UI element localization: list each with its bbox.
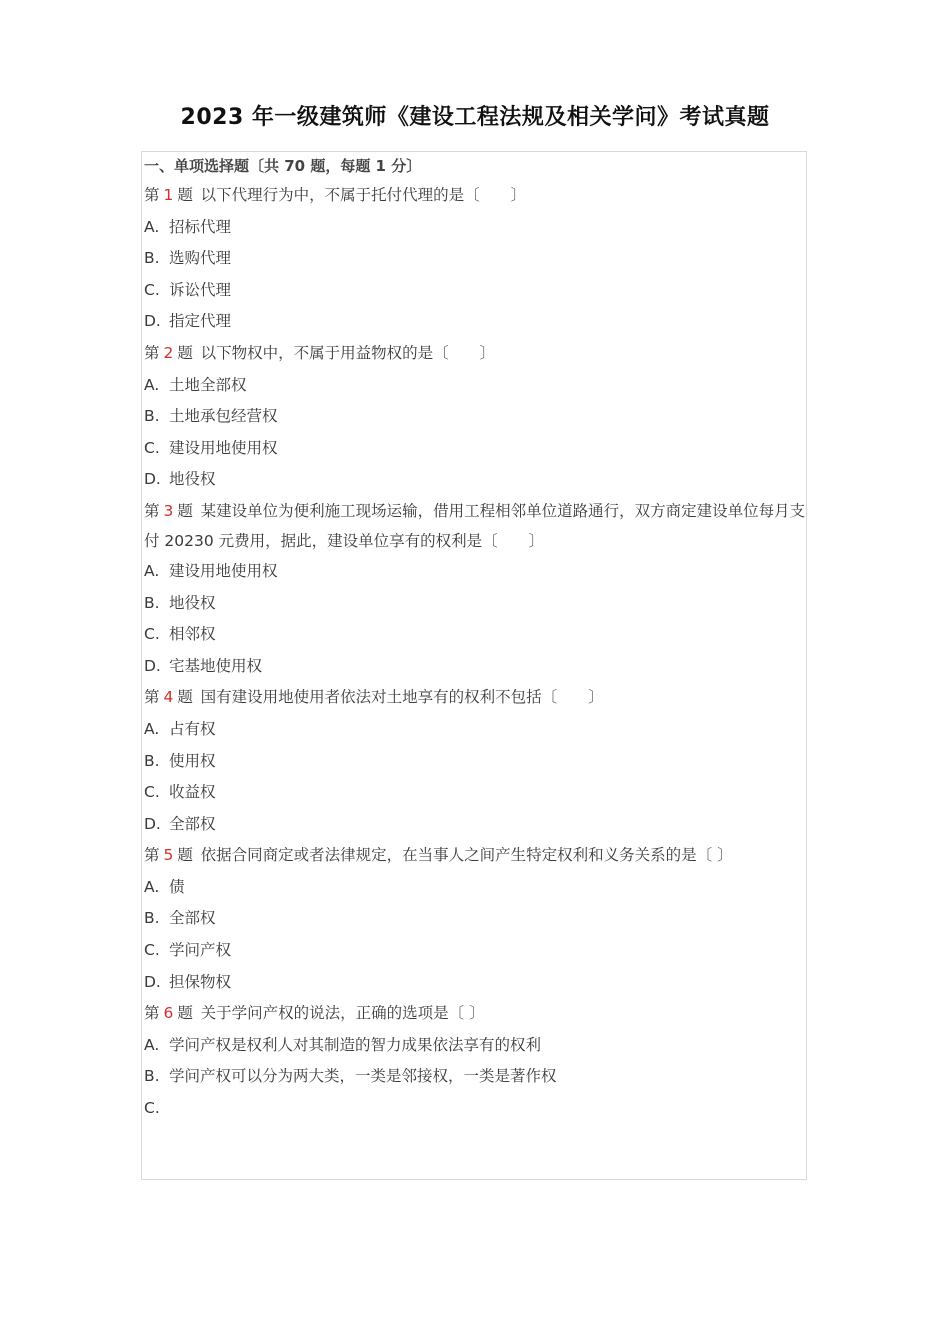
- option-text: 使用权: [169, 751, 216, 770]
- option-text: 全部权: [169, 814, 216, 833]
- question-prefix: 第: [144, 186, 160, 204]
- option-letter: C.: [144, 783, 160, 802]
- option-letter: D.: [144, 814, 161, 833]
- question-text: 国有建设用地使用者依法对土地享有的权利不包括〔 〕: [200, 688, 604, 707]
- question-prefix: 第: [144, 501, 160, 520]
- question-number: 2: [163, 343, 174, 362]
- answer-option: [144, 967, 806, 999]
- question-5: [144, 840, 806, 872]
- option-text: 选购代理: [169, 249, 232, 268]
- option-letter: B.: [144, 909, 160, 928]
- option-text: 土地全部权: [169, 375, 247, 394]
- answer-option: [144, 275, 806, 307]
- option-letter: C.: [144, 1099, 160, 1118]
- option-letter: A.: [144, 217, 160, 236]
- question-6: [144, 998, 806, 1030]
- option-letter: A.: [144, 375, 160, 394]
- option-letter: A.: [144, 561, 160, 580]
- option-text: 学问产权是权利人对其制造的智力成果依法享有的权利: [169, 1035, 542, 1054]
- question-suffix: 题: [177, 846, 193, 865]
- option-text: 占有权: [169, 719, 216, 738]
- option-text: 诉讼代理: [169, 280, 232, 299]
- question-list: [144, 152, 806, 1125]
- answer-option: [144, 714, 806, 746]
- question-suffix: 题: [177, 501, 193, 520]
- answer-option: [144, 401, 806, 433]
- answer-option: [144, 588, 806, 620]
- option-letter: B.: [144, 407, 160, 426]
- option-letter: A.: [144, 719, 160, 738]
- option-text: 土地承包经营权: [169, 407, 278, 426]
- answer-option: [144, 243, 806, 275]
- option-letter: B.: [144, 751, 160, 770]
- option-letter: A.: [144, 877, 160, 896]
- question-prefix: 第: [144, 343, 160, 362]
- answer-option: [144, 746, 806, 778]
- question-prefix: 第: [144, 1004, 160, 1023]
- question-suffix: 题: [177, 343, 193, 362]
- option-text: 相邻权: [169, 625, 216, 644]
- question-text: 关于学问产权的说法，正确的选项是〔 〕: [200, 1004, 485, 1023]
- option-text: 全部权: [169, 909, 216, 928]
- question-suffix: 题: [177, 186, 193, 204]
- answer-option: [144, 1030, 806, 1062]
- option-text: 地役权: [169, 470, 216, 489]
- option-letter: C.: [144, 280, 160, 299]
- option-letter: C.: [144, 941, 160, 960]
- question-4: [144, 682, 806, 714]
- answer-option: [144, 1093, 806, 1125]
- option-letter: A.: [144, 1035, 160, 1054]
- option-text: 债: [169, 877, 185, 896]
- answer-option: [144, 777, 806, 809]
- answer-option: [144, 212, 806, 244]
- answer-option: [144, 306, 806, 338]
- question-text: 某建设单位为便利施工现场运输，借用工程相邻单位道路通行，双方商定建设单位每月支付 20230 元费用，据此，建设单位享有的权利是〔 〕: [144, 501, 806, 550]
- question-1: [144, 180, 806, 212]
- answer-option: [144, 872, 806, 904]
- option-text: 地役权: [169, 593, 216, 612]
- option-letter: B.: [144, 249, 160, 268]
- answer-option: [144, 370, 806, 402]
- answer-option: [144, 651, 806, 683]
- option-letter: B.: [144, 593, 160, 612]
- question-number: 4: [163, 688, 174, 707]
- answer-option: [144, 619, 806, 651]
- question-prefix: 第: [144, 688, 160, 707]
- answer-option: [144, 1061, 806, 1093]
- option-letter: C.: [144, 625, 160, 644]
- question-number: 1: [163, 186, 174, 204]
- document-title: 2023 年一级建筑师《建设工程法规及相关学问》考试真题: [180, 105, 770, 130]
- option-letter: D.: [144, 312, 161, 331]
- option-letter: D.: [144, 656, 161, 675]
- question-number: 6: [163, 1004, 174, 1023]
- option-text: 建设用地使用权: [169, 438, 278, 457]
- option-letter: B.: [144, 1067, 160, 1086]
- option-letter: D.: [144, 972, 161, 991]
- question-text: 以下物权中，不属于用益物权的是〔 〕: [200, 343, 496, 362]
- question-3: [144, 496, 806, 556]
- option-text: 指定代理: [169, 312, 232, 331]
- question-number: 3: [163, 501, 174, 520]
- section-heading: 一、单项选择题〔共 70 题，每题 1 分〕: [144, 157, 422, 175]
- question-text: 依据合同商定或者法律规定，在当事人之间产生特定权利和义务关系的是〔 〕: [200, 846, 733, 865]
- question-suffix: 题: [177, 1004, 193, 1023]
- option-text: 收益权: [169, 783, 216, 802]
- option-text: 担保物权: [169, 972, 232, 991]
- question-prefix: 第: [144, 846, 160, 865]
- option-letter: D.: [144, 470, 161, 489]
- option-text: 宅基地使用权: [169, 656, 263, 675]
- question-number: 5: [163, 846, 174, 865]
- option-text: 学问产权: [169, 941, 232, 960]
- answer-option: [144, 556, 806, 588]
- question-text: 以下代理行为中，不属于托付代理的是〔 〕: [200, 186, 527, 204]
- option-text: 招标代理: [169, 217, 232, 236]
- option-text: 建设用地使用权: [169, 561, 278, 580]
- question-suffix: 题: [177, 688, 193, 707]
- option-text: 学问产权可以分为两大类，一类是邻接权，一类是著作权: [169, 1067, 557, 1086]
- answer-option: [144, 433, 806, 465]
- question-2: [144, 338, 806, 370]
- answer-option: [144, 935, 806, 967]
- option-letter: C.: [144, 438, 160, 457]
- answer-option: [144, 809, 806, 841]
- answer-option: [144, 464, 806, 496]
- answer-option: [144, 903, 806, 935]
